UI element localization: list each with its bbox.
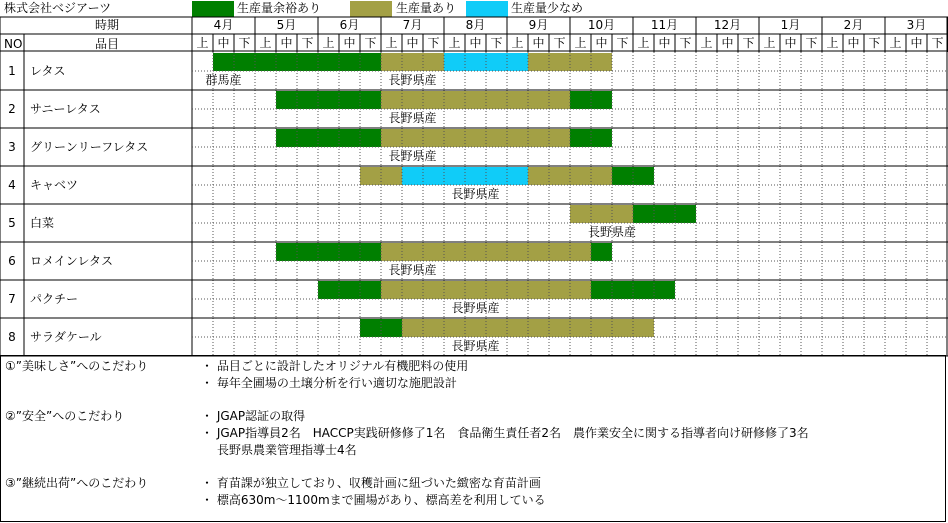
production-bar	[276, 243, 381, 261]
third-label: 上	[322, 36, 335, 50]
third-label: 上	[196, 36, 209, 50]
production-bar	[276, 129, 381, 147]
commitment-item: 長野県農業管理指導士4名	[217, 443, 357, 457]
commitment-heading: ①”美味しさ”へのこだわり	[5, 359, 149, 373]
third-label: 下	[364, 36, 377, 50]
commitment-item: ・ 品目ごとに設計したオリジナル有機肥料の使用	[201, 359, 469, 373]
production-bar	[318, 281, 381, 299]
row-number: 6	[8, 254, 16, 268]
commitment-heading: ③”継続出荷”へのこだわり	[5, 476, 149, 490]
origin-label: 長野県産	[388, 149, 437, 163]
third-label: 上	[700, 36, 713, 50]
month-label: 3月	[906, 18, 927, 32]
commitment-item: ・ JGAP認証の取得	[201, 409, 306, 423]
item-name: パクチー	[30, 292, 79, 306]
production-bar	[381, 53, 444, 71]
third-label: 中	[406, 36, 419, 50]
third-label: 下	[742, 36, 755, 50]
month-label: 11月	[650, 18, 679, 32]
origin-label: 長野県産	[451, 187, 500, 201]
production-bar	[633, 205, 696, 223]
third-label: 中	[595, 36, 608, 50]
commitment-heading: ②”安全”へのこだわり	[5, 409, 125, 423]
row-number: 5	[8, 216, 16, 230]
production-bar	[381, 91, 570, 109]
third-label: 下	[805, 36, 818, 50]
production-bar	[570, 205, 633, 223]
third-label: 上	[763, 36, 776, 50]
commitment-item: ・ 育苗課が独立しており、収穫計画に紐づいた緻密な育苗計画	[201, 476, 541, 490]
origin-label: 長野県産	[587, 225, 637, 239]
item-name: ロメインレタス	[30, 254, 113, 268]
origin-label: 長野県産	[451, 301, 500, 315]
third-label: 上	[448, 36, 461, 50]
month-label: 4月	[213, 18, 234, 32]
row-number: 8	[8, 330, 16, 344]
production-bar	[591, 243, 612, 261]
third-label: 下	[553, 36, 566, 50]
month-label: 8月	[465, 18, 486, 32]
production-bar	[276, 91, 381, 109]
origin-label: 長野県産	[388, 73, 437, 87]
month-label: 2月	[843, 18, 864, 32]
third-label: 下	[616, 36, 629, 50]
third-label: 中	[721, 36, 734, 50]
no-header: NO	[4, 37, 23, 51]
item-name: グリーンリーフレタス	[30, 140, 149, 154]
origin-label: 長野県産	[388, 263, 437, 277]
third-label: 中	[217, 36, 230, 50]
origin-label: 長野県産	[388, 111, 437, 125]
third-label: 下	[931, 36, 944, 50]
third-label: 上	[511, 36, 524, 50]
month-label: 6月	[339, 18, 360, 32]
commitment-item: ・ 標高630m～1100mまで圃場があり、標高差を利用している	[201, 493, 546, 507]
third-label: 下	[679, 36, 692, 50]
third-label: 中	[343, 36, 356, 50]
third-label: 下	[490, 36, 503, 50]
legend-label-surplus: 生産量余裕あり	[237, 1, 322, 15]
row-number: 4	[8, 178, 16, 192]
month-label: 12月	[713, 18, 742, 32]
row-number: 3	[8, 140, 16, 154]
item-name: サラダケール	[30, 330, 102, 344]
legend-label-normal: 生産量あり	[396, 1, 457, 15]
month-label: 7月	[402, 18, 423, 32]
third-label: 下	[238, 36, 251, 50]
third-label: 上	[385, 36, 398, 50]
third-label: 上	[259, 36, 272, 50]
production-bar	[381, 129, 570, 147]
third-label: 中	[658, 36, 671, 50]
item-name: レタス	[30, 64, 66, 78]
month-label: 10月	[587, 18, 616, 32]
third-label: 上	[826, 36, 839, 50]
origin-label: 群馬産	[205, 73, 242, 87]
row-number: 7	[8, 292, 16, 306]
third-label: 上	[889, 36, 902, 50]
month-label: 5月	[276, 18, 297, 32]
company-name: 株式会社ベジアーツ	[4, 1, 112, 15]
third-label: 中	[469, 36, 482, 50]
third-label: 中	[910, 36, 923, 50]
row-number: 1	[8, 64, 16, 78]
third-label: 上	[574, 36, 587, 50]
third-label: 下	[868, 36, 881, 50]
third-label: 下	[427, 36, 440, 50]
third-label: 下	[301, 36, 314, 50]
third-label: 中	[847, 36, 860, 50]
third-label: 中	[784, 36, 797, 50]
origin-label: 長野県産	[451, 339, 500, 353]
item-name: 白菜	[30, 216, 55, 230]
item-name: サニーレタス	[30, 102, 101, 116]
period-header: 時期	[95, 18, 120, 32]
row-number: 2	[8, 102, 16, 116]
item-name: キャベツ	[30, 178, 79, 192]
item-header: 品目	[95, 37, 120, 51]
commitment-item: ・ JGAP指導員2名 HACCP実践研修修了1名 食品衛生責任者2名 農作業安全に関する指導者向け研修修了3名	[201, 426, 809, 440]
legend-label-low: 生産量少なめ	[511, 1, 584, 15]
commitment-item: ・ 毎年全圃場の土壌分析を行い適切な施肥設計	[201, 376, 457, 390]
month-label: 9月	[528, 18, 549, 32]
month-label: 1月	[780, 18, 801, 32]
third-label: 中	[532, 36, 545, 50]
third-label: 中	[280, 36, 293, 50]
third-label: 上	[637, 36, 650, 50]
